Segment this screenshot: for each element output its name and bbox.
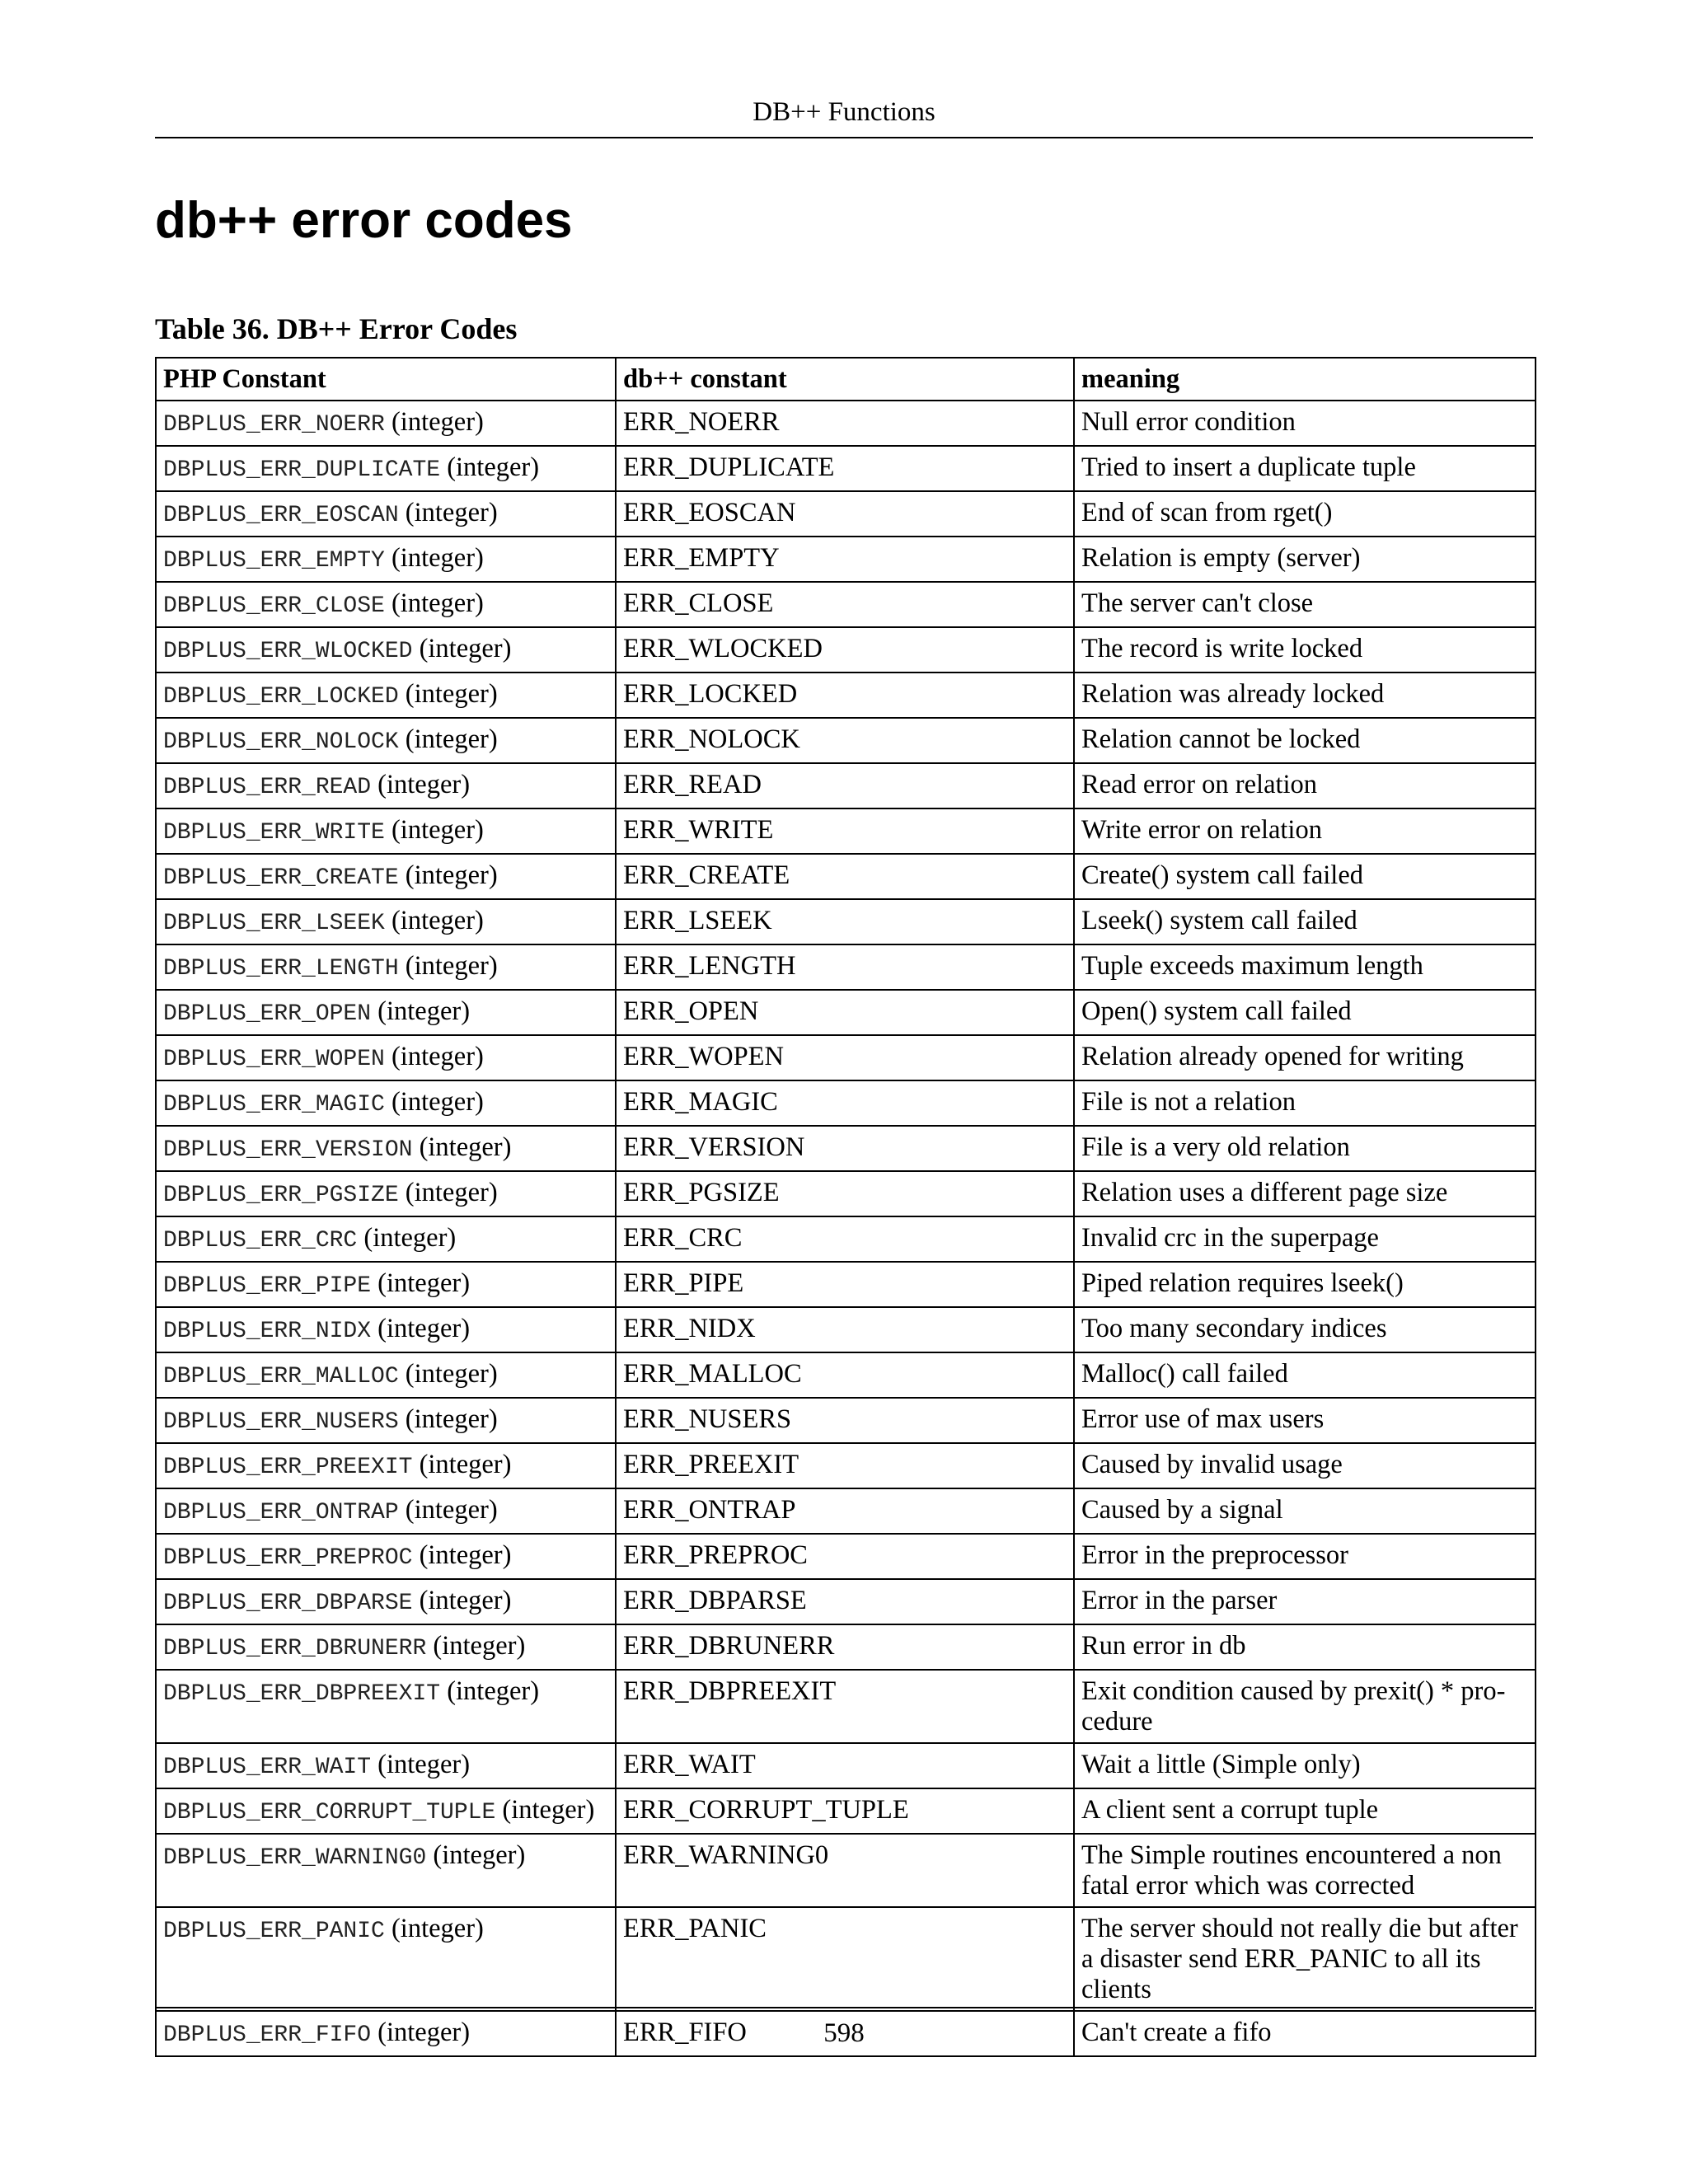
php-constant-cell	[156, 582, 616, 627]
meaning-cell: Error use of max users	[1074, 1398, 1536, 1443]
php-constant-type: (integer)	[412, 1586, 512, 1615]
dbpp-constant-cell: ERR_NIDX	[616, 1307, 1074, 1352]
php-constant-cell	[156, 1488, 616, 1534]
php-constant-type: (integer)	[371, 1314, 471, 1343]
php-constant-name: DBPLUS_ERR_CRC	[163, 1228, 358, 1254]
php-constant-cell	[156, 401, 616, 446]
table-row	[156, 1743, 1536, 1788]
php-constant-cell	[156, 1670, 616, 1743]
php-constant-name: DBPLUS_ERR_LSEEK	[163, 911, 385, 936]
dbpp-constant-cell: ERR_WAIT	[616, 1743, 1074, 1788]
php-constant-type: (integer)	[384, 1042, 484, 1071]
dbpp-constant-cell: ERR_PANIC	[616, 1907, 1074, 2011]
meaning-cell: Relation is empty (server)	[1074, 537, 1536, 582]
table-row	[156, 1352, 1536, 1398]
php-constant-cell	[156, 1443, 616, 1488]
dbpp-constant-cell: ERR_ONTRAP	[616, 1488, 1074, 1534]
table-row	[156, 582, 1536, 627]
php-constant-type: (integer)	[398, 724, 498, 754]
running-header: DB++ Functions	[155, 91, 1533, 138]
meaning-cell: File is not a relation	[1074, 1080, 1536, 1126]
php-constant-cell	[156, 763, 616, 808]
php-constant-type: (integer)	[398, 1178, 498, 1207]
php-constant-cell	[156, 1307, 616, 1352]
meaning-cell: The record is write locked	[1074, 627, 1536, 673]
table-body	[156, 401, 1536, 2056]
dbpp-constant-cell: ERR_NOERR	[616, 401, 1074, 446]
table-row	[156, 627, 1536, 673]
php-constant-name: DBPLUS_ERR_OPEN	[163, 1001, 372, 1027]
php-constant-type: (integer)	[371, 1268, 471, 1298]
meaning-cell: Create() system call failed	[1074, 854, 1536, 899]
php-constant-cell	[156, 1352, 616, 1398]
php-constant-type: (integer)	[357, 1223, 457, 1253]
table-row	[156, 1035, 1536, 1080]
php-constant-cell	[156, 944, 616, 990]
php-constant-name: DBPLUS_ERR_VERSION	[163, 1137, 413, 1163]
php-constant-type: (integer)	[412, 634, 512, 663]
table-row	[156, 854, 1536, 899]
dbpp-constant-cell: ERR_WRITE	[616, 808, 1074, 854]
php-constant-cell	[156, 1171, 616, 1216]
dbpp-constant-cell: ERR_CLOSE	[616, 582, 1074, 627]
php-constant-type: (integer)	[412, 1450, 512, 1479]
php-constant-type: (integer)	[398, 1359, 498, 1389]
dbpp-constant-cell: ERR_LENGTH	[616, 944, 1074, 990]
dbpp-constant-cell: ERR_CORRUPT_TUPLE	[616, 1788, 1074, 1834]
table-header-row	[156, 358, 1536, 401]
php-constant-type: (integer)	[426, 1631, 526, 1661]
php-constant-cell	[156, 1788, 616, 1834]
dbpp-constant-cell: ERR_DBPREEXIT	[616, 1670, 1074, 1743]
php-constant-cell	[156, 627, 616, 673]
meaning-cell: A client sent a corrupt tuple	[1074, 1788, 1536, 1834]
table-row	[156, 990, 1536, 1035]
php-constant-name: DBPLUS_ERR_WARNING0	[163, 1845, 427, 1871]
meaning-cell: Relation uses a different page size	[1074, 1171, 1536, 1216]
dbpp-constant-cell: ERR_PREPROC	[616, 1534, 1074, 1579]
php-constant-cell	[156, 1398, 616, 1443]
php-constant-name: DBPLUS_ERR_DBPREEXIT	[163, 1681, 441, 1707]
table-row	[156, 446, 1536, 491]
php-constant-type: (integer)	[371, 996, 471, 1026]
dbpp-constant-cell: ERR_READ	[616, 763, 1074, 808]
column-header-php-constant: PHP Constant	[156, 358, 616, 401]
php-constant-type: (integer)	[398, 860, 498, 890]
meaning-cell: Lseek() system call failed	[1074, 899, 1536, 944]
meaning-cell: End of scan from rget()	[1074, 491, 1536, 537]
php-constant-type: (integer)	[426, 1840, 526, 1870]
php-constant-cell	[156, 1035, 616, 1080]
php-constant-cell	[156, 1080, 616, 1126]
table-row	[156, 763, 1536, 808]
dbpp-constant-cell: ERR_PIPE	[616, 1262, 1074, 1307]
dbpp-constant-cell: ERR_DUPLICATE	[616, 446, 1074, 491]
php-constant-cell	[156, 1907, 616, 2011]
php-constant-name: DBPLUS_ERR_DBRUNERR	[163, 1636, 427, 1661]
php-constant-name: DBPLUS_ERR_MALLOC	[163, 1364, 399, 1390]
php-constant-cell	[156, 673, 616, 718]
table-row	[156, 673, 1536, 718]
php-constant-name: DBPLUS_ERR_DBPARSE	[163, 1591, 413, 1616]
page-number: 598	[155, 2007, 1533, 2050]
dbpp-constant-cell: ERR_OPEN	[616, 990, 1074, 1035]
meaning-cell: Malloc() call failed	[1074, 1352, 1536, 1398]
php-constant-cell	[156, 899, 616, 944]
php-constant-type: (integer)	[398, 1495, 498, 1525]
php-constant-name: DBPLUS_ERR_EMPTY	[163, 548, 385, 574]
table-row	[156, 1443, 1536, 1488]
php-constant-type: (integer)	[398, 1404, 498, 1434]
php-constant-cell	[156, 808, 616, 854]
php-constant-name: DBPLUS_ERR_READ	[163, 775, 372, 800]
meaning-cell: Error in the parser	[1074, 1579, 1536, 1624]
dbpp-constant-cell: ERR_DBPARSE	[616, 1579, 1074, 1624]
dbpp-constant-cell: ERR_EMPTY	[616, 537, 1074, 582]
php-constant-cell	[156, 1743, 616, 1788]
table-row	[156, 1579, 1536, 1624]
php-constant-name: DBPLUS_ERR_WAIT	[163, 1755, 372, 1780]
meaning-cell: Exit condition caused by prexit() * pro-cedure	[1074, 1670, 1536, 1743]
dbpp-constant-cell: ERR_VERSION	[616, 1126, 1074, 1171]
php-constant-name: DBPLUS_ERR_LENGTH	[163, 956, 399, 982]
php-constant-type: (integer)	[384, 588, 484, 618]
meaning-cell: Write error on relation	[1074, 808, 1536, 854]
php-constant-type: (integer)	[440, 452, 540, 482]
table-row	[156, 537, 1536, 582]
table-row	[156, 808, 1536, 854]
dbpp-constant-cell: ERR_PREEXIT	[616, 1443, 1074, 1488]
table-row	[156, 1670, 1536, 1743]
meaning-cell: Piped relation requires lseek()	[1074, 1262, 1536, 1307]
meaning-cell: Null error condition	[1074, 401, 1536, 446]
table-row	[156, 1534, 1536, 1579]
meaning-cell: Invalid crc in the superpage	[1074, 1216, 1536, 1262]
php-constant-type: (integer)	[384, 543, 484, 573]
dbpp-constant-cell: ERR_EOSCAN	[616, 491, 1074, 537]
php-constant-cell	[156, 1216, 616, 1262]
dbpp-constant-cell: ERR_FIFO	[616, 2011, 1074, 2056]
table-row	[156, 1488, 1536, 1534]
meaning-cell: Run error in db	[1074, 1624, 1536, 1670]
php-constant-type: (integer)	[412, 1132, 512, 1162]
php-constant-cell	[156, 854, 616, 899]
php-constant-type: (integer)	[398, 951, 498, 981]
table-row	[156, 1788, 1536, 1834]
dbpp-constant-cell: ERR_CRC	[616, 1216, 1074, 1262]
php-constant-type: (integer)	[384, 1087, 484, 1117]
page-title: db++ error codes	[155, 192, 573, 249]
php-constant-name: DBPLUS_ERR_NIDX	[163, 1319, 372, 1344]
table-row	[156, 1216, 1536, 1262]
php-constant-type: (integer)	[371, 2018, 471, 2047]
php-constant-type: (integer)	[384, 906, 484, 935]
dbpp-constant-cell: ERR_WLOCKED	[616, 627, 1074, 673]
meaning-cell: File is a very old relation	[1074, 1126, 1536, 1171]
php-constant-name: DBPLUS_ERR_WOPEN	[163, 1047, 385, 1072]
php-constant-name: DBPLUS_ERR_LOCKED	[163, 684, 399, 710]
php-constant-type: (integer)	[384, 1914, 484, 1943]
table-row	[156, 1624, 1536, 1670]
meaning-cell: Tuple exceeds maximum length	[1074, 944, 1536, 990]
php-constant-cell	[156, 491, 616, 537]
php-constant-name: DBPLUS_ERR_WLOCKED	[163, 639, 413, 664]
dbpp-constant-cell: ERR_LOCKED	[616, 673, 1074, 718]
meaning-cell: Relation was already locked	[1074, 673, 1536, 718]
php-constant-cell	[156, 537, 616, 582]
dbpp-constant-cell: ERR_MALLOC	[616, 1352, 1074, 1398]
php-constant-type: (integer)	[384, 815, 484, 845]
column-header-meaning: meaning	[1074, 358, 1536, 401]
dbpp-constant-cell: ERR_MAGIC	[616, 1080, 1074, 1126]
php-constant-cell	[156, 1262, 616, 1307]
php-constant-name: DBPLUS_ERR_MAGIC	[163, 1092, 385, 1118]
php-constant-type: (integer)	[371, 770, 471, 799]
php-constant-name: DBPLUS_ERR_CLOSE	[163, 593, 385, 619]
php-constant-cell	[156, 1834, 616, 1907]
meaning-cell: The server should not really die but after a disaster send ERR_PANIC to all its clients	[1074, 1907, 1536, 2011]
php-constant-name: DBPLUS_ERR_PGSIZE	[163, 1183, 399, 1208]
php-constant-name: DBPLUS_ERR_NUSERS	[163, 1409, 399, 1435]
php-constant-type: (integer)	[384, 407, 484, 437]
php-constant-name: DBPLUS_ERR_NOERR	[163, 412, 385, 438]
table-row	[156, 1834, 1536, 1907]
dbpp-constant-cell: ERR_NUSERS	[616, 1398, 1074, 1443]
table-row	[156, 1307, 1536, 1352]
dbpp-constant-cell: ERR_NOLOCK	[616, 718, 1074, 763]
meaning-cell: Caused by a signal	[1074, 1488, 1536, 1534]
php-constant-type: (integer)	[398, 498, 498, 527]
meaning-cell: Tried to insert a duplicate tuple	[1074, 446, 1536, 491]
dbpp-constant-cell: ERR_DBRUNERR	[616, 1624, 1074, 1670]
dbpp-constant-cell: ERR_CREATE	[616, 854, 1074, 899]
php-constant-type: (integer)	[412, 1540, 512, 1570]
table-row	[156, 401, 1536, 446]
meaning-cell: Error in the preprocessor	[1074, 1534, 1536, 1579]
php-constant-type: (integer)	[371, 1750, 471, 1779]
meaning-cell: Can't create a fifo	[1074, 2011, 1536, 2056]
dbpp-constant-cell: ERR_PGSIZE	[616, 1171, 1074, 1216]
meaning-cell: The Simple routines encountered a non fatal error which was corrected	[1074, 1834, 1536, 1907]
php-constant-name: DBPLUS_ERR_WRITE	[163, 820, 385, 846]
table-row	[156, 944, 1536, 990]
php-constant-name: DBPLUS_ERR_PANIC	[163, 1919, 385, 1944]
table-row	[156, 1907, 1536, 2011]
php-constant-name: DBPLUS_ERR_CREATE	[163, 865, 399, 891]
php-constant-name: DBPLUS_ERR_ONTRAP	[163, 1500, 399, 1526]
php-constant-name: DBPLUS_ERR_PREPROC	[163, 1545, 413, 1571]
table-row	[156, 1080, 1536, 1126]
table-row	[156, 718, 1536, 763]
column-header-dbpp-constant: db++ constant	[616, 358, 1074, 401]
php-constant-name: DBPLUS_ERR_EOSCAN	[163, 503, 399, 528]
php-constant-cell	[156, 1534, 616, 1579]
meaning-cell: Relation cannot be locked	[1074, 718, 1536, 763]
table-row	[156, 1126, 1536, 1171]
meaning-cell: Wait a little (Simple only)	[1074, 1743, 1536, 1788]
php-constant-type: (integer)	[440, 1676, 540, 1706]
php-constant-name: DBPLUS_ERR_DUPLICATE	[163, 457, 441, 483]
php-constant-name: DBPLUS_ERR_FIFO	[163, 2022, 372, 2048]
table-row	[156, 1171, 1536, 1216]
php-constant-cell	[156, 990, 616, 1035]
table-caption: Table 36. DB++ Error Codes	[155, 312, 518, 345]
php-constant-cell	[156, 1126, 616, 1171]
php-constant-type: (integer)	[398, 679, 498, 709]
php-constant-cell	[156, 1624, 616, 1670]
php-constant-name: DBPLUS_ERR_NOLOCK	[163, 729, 399, 755]
php-constant-cell	[156, 1579, 616, 1624]
php-constant-type: (integer)	[495, 1795, 595, 1825]
php-constant-name: DBPLUS_ERR_PREEXIT	[163, 1455, 413, 1480]
meaning-cell: Open() system call failed	[1074, 990, 1536, 1035]
dbpp-constant-cell: ERR_WOPEN	[616, 1035, 1074, 1080]
table-row	[156, 899, 1536, 944]
meaning-cell: Read error on relation	[1074, 763, 1536, 808]
dbpp-constant-cell: ERR_LSEEK	[616, 899, 1074, 944]
table-row	[156, 1262, 1536, 1307]
meaning-cell: Too many secondary indices	[1074, 1307, 1536, 1352]
meaning-cell: The server can't close	[1074, 582, 1536, 627]
php-constant-name: DBPLUS_ERR_PIPE	[163, 1273, 372, 1299]
table-row	[156, 1398, 1536, 1443]
php-constant-cell	[156, 446, 616, 491]
error-codes-table	[155, 357, 1536, 2057]
php-constant-cell	[156, 718, 616, 763]
meaning-cell: Relation already opened for writing	[1074, 1035, 1536, 1080]
table-row	[156, 491, 1536, 537]
dbpp-constant-cell: ERR_WARNING0	[616, 1834, 1074, 1907]
meaning-cell: Caused by invalid usage	[1074, 1443, 1536, 1488]
php-constant-name: DBPLUS_ERR_CORRUPT_TUPLE	[163, 1800, 496, 1825]
